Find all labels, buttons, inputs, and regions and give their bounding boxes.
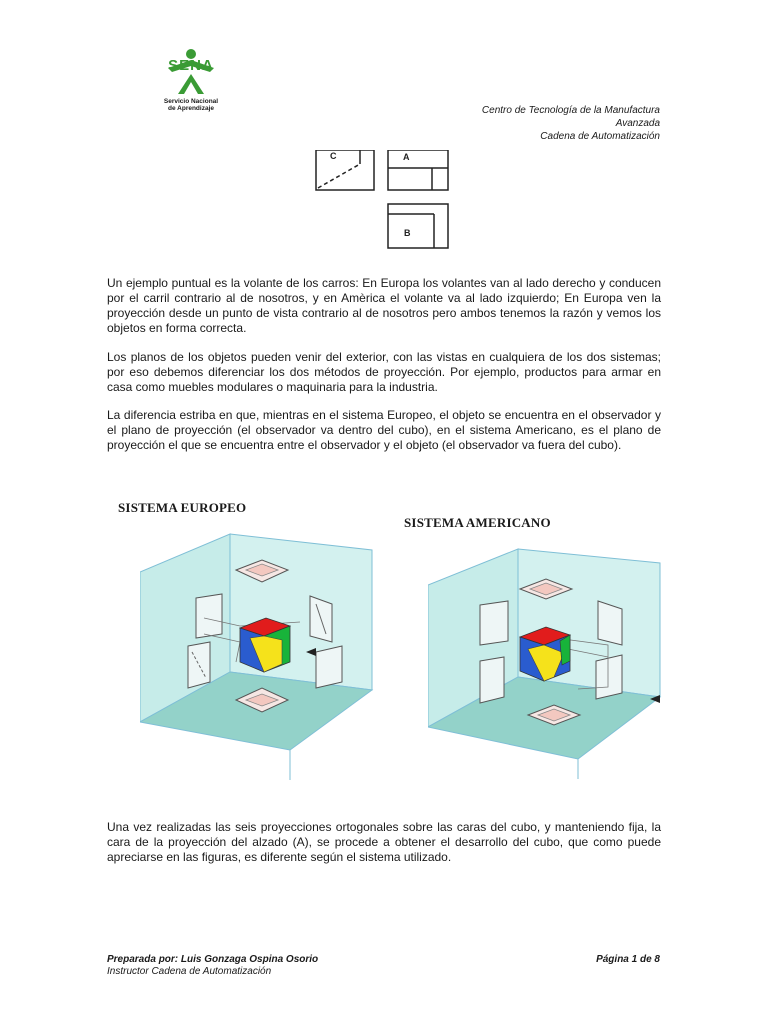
footer-prepared-by: Preparada por: Luis Gonzaga Ospina Osorio — [107, 954, 319, 965]
view-label-a: A — [403, 152, 410, 162]
footer-role: Instructor Cadena de Automatización — [107, 966, 272, 977]
logo-org-line2: de Aprendizaje — [168, 105, 214, 112]
american-system-title: SISTEMA AMERICANO — [404, 515, 551, 530]
document-header — [482, 104, 660, 143]
view-label-c: C — [330, 151, 337, 161]
projection-views-figure — [300, 150, 460, 259]
view-label-b: B — [404, 228, 411, 238]
paragraph-3: La diferencia estriba en que, mientras en el sistema Europeo, el objeto se encuentra en el observador y el plano de proyección (el observador va dentro del cubo), en el sistema Americano, es el plano de proyección el que se encuentra entre el observador y el objeto (el observador va fuera del cubo). — [107, 408, 661, 452]
header-line-1: Centro de Tecnología de la Manufactura — [481, 105, 660, 116]
footer-page-number: Página 1 de 8 — [596, 954, 660, 965]
header-line-2: Avanzada — [615, 118, 660, 129]
paragraph-1: Un ejemplo puntual es la volante de los carros: En Europa los volantes van al lado derecho y conducen por el carril contrario al de nosotros, y en Amèrica el volante va al lado izquierdo; En Europa ven la proyección desde un punto de vista contrario al de nosotros pero ambos tenemos la razón y vemos los objetos en forma correcta. — [107, 276, 661, 335]
european-system-title: SISTEMA EUROPEO — [118, 500, 247, 515]
logo-brand: SENA — [168, 57, 214, 74]
paragraph-4: Una vez realizadas las seis proyecciones ortogonales sobre las caras del cubo, y manteniendo fija, la cara de la proyección del alzado (A), se procede a obtener el desarrollo del cubo, que como puede apreciarse en las figuras, es diferente según el sistema utilizado. — [107, 820, 661, 864]
paragraph-2: Los planos de los objetos pueden venir del exterior, con las vistas en cualquiera de los dos sistemas; por eso debemos diferenciar los dos métodos de proyección. Por ejemplo, productos para armar en casa como muebles modulares o maquinaria para la industria. — [107, 350, 661, 394]
american-projection-cube — [428, 537, 668, 787]
footer-author — [107, 954, 318, 978]
logo-text — [158, 57, 224, 112]
logo-org-line1: Servicio Nacional — [163, 98, 219, 105]
european-projection-cube — [140, 522, 375, 787]
header-line-3: Cadena de Automatización — [540, 131, 660, 142]
